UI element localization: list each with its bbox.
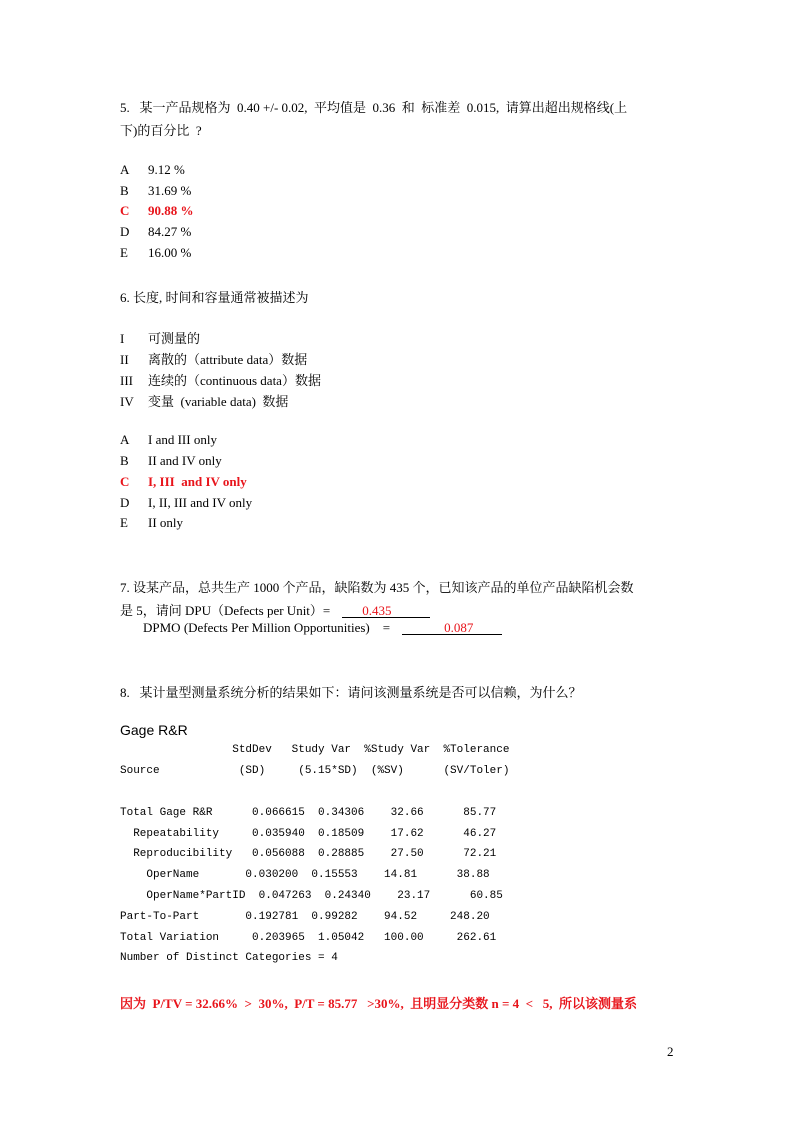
q6-option-b: B II and IV only <box>120 453 222 468</box>
table-row: Total Gage R&R 0.066615 0.34306 32.66 85.77 <box>120 807 497 819</box>
q6-statement-1: I 可测量的 <box>120 331 201 346</box>
q5-option-b: B 31.69 % <box>120 183 192 198</box>
table-row: Repeatability 0.035940 0.18509 17.62 46.27 <box>120 828 497 840</box>
table-row: Total Variation 0.203965 1.05042 100.00 262.61 <box>120 932 497 944</box>
dpmo-answer: 0.087 <box>402 621 502 635</box>
q5-text-line1: 5. 某一产品规格为 0.40 +/- 0.02, 平均值是 0.36 和 标准差 0.015, 请算出超出规格线(上 <box>120 100 628 115</box>
table-row: OperName*PartID 0.047263 0.24340 23.17 60.85 <box>120 890 503 902</box>
gage-rr-heading: Gage R&R <box>120 722 188 738</box>
q8-title: 8. 某计量型测量系统分析的结果如下：请问该测量系统是否可以信赖，为什么？ <box>120 685 582 700</box>
q5-option-e: E 16.00 % <box>120 245 192 260</box>
q5-text-line2: 下)的百分比 ? <box>120 123 202 138</box>
q5-option-d: D 84.27 % <box>120 224 192 239</box>
q6-option-c-correct: C I, III and IV only <box>120 474 247 489</box>
table-row: Part-To-Part 0.192781 0.99282 94.52 248.20 <box>120 911 490 923</box>
q6-title: 6. 长度, 时间和容量通常被描述为 <box>120 290 309 305</box>
q7-text-line1: 7. 设某产品，总共生产 1000 个产品，缺陷数为 435 个，已知该产品的单位产品缺陷机会数 <box>120 580 634 595</box>
q8-answer: 因为 P/TV = 32.66% > 30%, P/T = 85.77 >30%, 且明显分类数 n = 4 < 5, 所以该测量系 <box>120 996 638 1011</box>
q6-option-a: A I and III only <box>120 432 217 447</box>
q5-option-a: A 9.12 % <box>120 162 185 177</box>
q6-option-e: E II only <box>120 515 184 530</box>
q6-statement-2: II 离散的（attribute data）数据 <box>120 352 308 367</box>
q6-statement-3: III 连续的（continuous data）数据 <box>120 373 321 388</box>
table-row: OperName 0.030200 0.15553 14.81 38.88 <box>120 869 490 881</box>
q5-option-c-correct: C 90.88 % <box>120 203 194 218</box>
q6-statement-4: IV 变量 (variable data) 数据 <box>120 394 289 409</box>
distinct-categories: Number of Distinct Categories = 4 <box>120 952 338 964</box>
page-number: 2 <box>667 1044 674 1059</box>
table-row: Reproducibility 0.056088 0.28885 27.50 72.21 <box>120 848 497 860</box>
table-header-row2: Source (SD) (5.15*SD) (%SV) (SV/Toler) <box>120 765 510 777</box>
q7-text-line2: 是 5，请问 DPU（Defects per Unit）= 0.435 <box>120 600 430 619</box>
q6-option-d: D I, II, III and IV only <box>120 495 253 510</box>
q7-dpmo-line: DPMO (Defects Per Million Opportunities) = 0.087 <box>143 620 502 636</box>
table-header-row1: StdDev Study Var %Study Var %Tolerance <box>120 744 510 756</box>
dpu-answer: 0.435 <box>342 604 430 618</box>
